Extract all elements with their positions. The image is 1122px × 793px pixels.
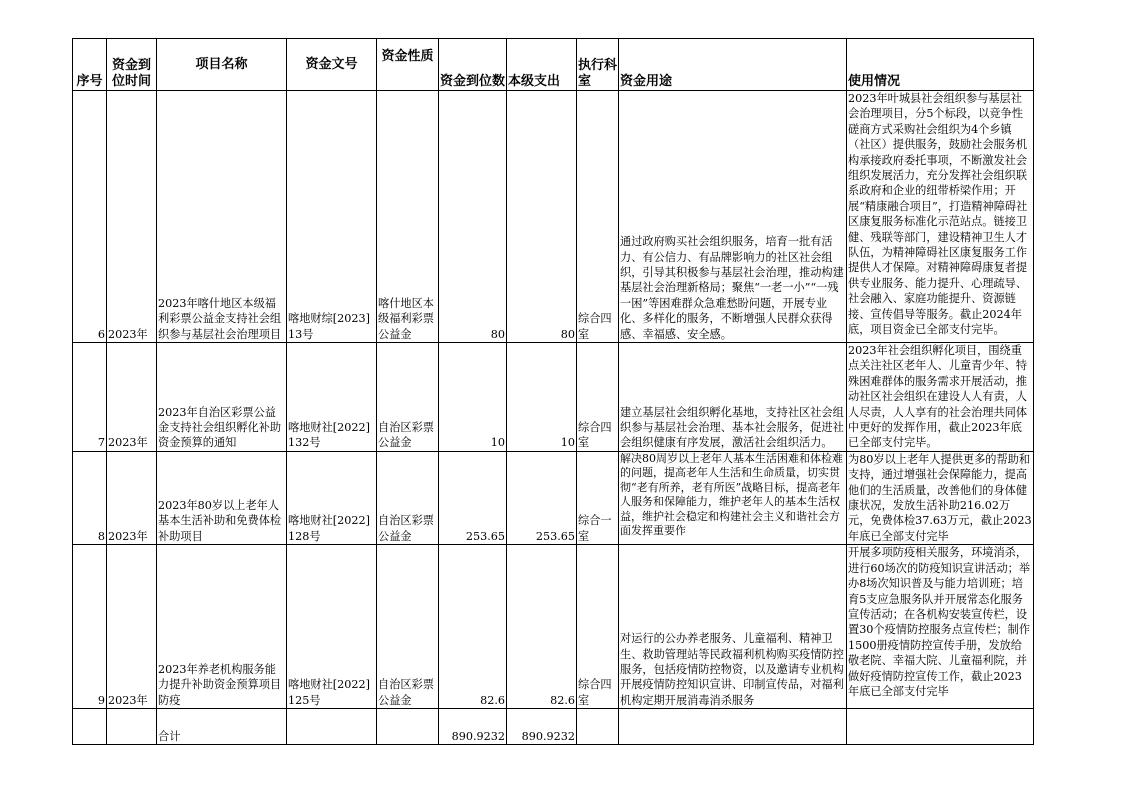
- cell-seq: 7: [73, 343, 107, 452]
- table-row: [73, 343, 1034, 452]
- header-row: [73, 39, 1034, 91]
- cell-name: 2023年喀什地区本级福利彩票公益金支持社会组织参与基层社会治理项目: [157, 91, 287, 343]
- total-row: [73, 709, 1034, 745]
- cell-nature: 喀什地区本级福利彩票公益金: [377, 91, 439, 343]
- cell-doc: 喀地财综[2023]13号: [287, 91, 377, 343]
- cell-usage: 解决80周岁以上老年人基本生活困难和体检难的问题，提高老年人生活和生命质量，切实贯彻“老有所养，老有所医”战略目标，提高老年人服务和保障能力，维护老年人的基本生活权益，维护社会稳定和构建社会主义和谐社会方面发挥重要作: [619, 451, 847, 544]
- cell-usage: 通过政府购买社会组织服务，培育一批有活力、有公信力、有品牌影响力的社区社会组织，引导其积极参与基层社会治理，推动构建基层社会治理新格局；聚焦“一老一小”“一残一困”等困难群众急难愁盼问题，开展专业化、多样化的服务，不断增强人民群众获得感、幸福感、安全感。: [619, 91, 847, 343]
- cell-nature: 自治区彩票公益金: [377, 451, 439, 544]
- cell-spend: 253.65: [507, 451, 577, 544]
- header-doc: 资金文号: [287, 39, 377, 91]
- table-row: [73, 545, 1034, 709]
- cell-amount: 80: [439, 91, 507, 343]
- total-usage: [619, 709, 847, 745]
- cell-name: 2023年自治区彩票公益金支持社会组织孵化补助资金预算的通知: [157, 343, 287, 452]
- cell-status: 2023年社会组织孵化项目，围绕重点关注社区老年人、儿童青少年、特殊困难群体的服务需求开展活动，推动社区社会组织在建设人人有责，人人尽责，人人享有的社会治理共同体中更好的发挥作用，截止2023年底已全部支付完毕。: [847, 343, 1034, 452]
- cell-usage: 对运行的公办养老服务、儿童福利、精神卫生、救助管理站等民政福利机构购买疫情防控服务，包括疫情防控物资，以及邀请专业机构开展疫情防控知识宣讲、印制宣传品，对福利机构定期开展消毒消杀服务: [619, 545, 847, 709]
- header-usage: 资金用途: [619, 39, 847, 91]
- cell-spend: 10: [507, 343, 577, 452]
- cell-time: 2023年: [107, 451, 157, 544]
- cell-amount: 10: [439, 343, 507, 452]
- cell-time: 2023年: [107, 91, 157, 343]
- total-doc: [287, 709, 377, 745]
- total-time: [107, 709, 157, 745]
- cell-time: 2023年: [107, 545, 157, 709]
- total-nature: [377, 709, 439, 745]
- total-label: 合计: [157, 709, 287, 745]
- cell-nature: 自治区彩票公益金: [377, 545, 439, 709]
- cell-dept: 综合一室: [577, 451, 619, 544]
- cell-doc: 喀地财社[2022]125号: [287, 545, 377, 709]
- table-row: [73, 91, 1034, 343]
- cell-status: 为80岁以上老年人提供更多的帮助和支持，通过增强社会保障能力，提高他们的生活质量，改善他们的身体健康状况，发放生活补助216.02万元，免费体检37.63万元，截止2023年底已全部支付完毕: [848, 452, 1032, 543]
- header-time: 资金到位时间: [107, 39, 157, 91]
- cell-seq: 8: [73, 451, 107, 544]
- header-status: 使用情况: [847, 39, 1034, 91]
- cell-dept: 综合四室: [577, 343, 619, 452]
- cell-time: 2023年: [107, 343, 157, 452]
- header-spend: 本级支出: [507, 39, 577, 91]
- cell-seq: 9: [73, 545, 107, 709]
- cell-doc: 喀地财社[2022]132号: [287, 343, 377, 452]
- total-status: [847, 709, 1034, 745]
- header-seq: 序号: [73, 39, 107, 91]
- total-spend: 890.9232: [507, 709, 577, 745]
- cell-dept: 综合四室: [577, 545, 619, 709]
- header-name: 项目名称: [157, 39, 287, 91]
- cell-doc: 喀地财社[2022]128号: [287, 451, 377, 544]
- header-amount: 资金到位数: [439, 39, 507, 91]
- funds-table: [72, 38, 1034, 745]
- cell-amount: 82.6: [439, 545, 507, 709]
- total-seq: [73, 709, 107, 745]
- total-amount: 890.9232: [439, 709, 507, 745]
- cell-name: 2023年养老机构服务能力提升补助资金预算项目 防疫: [157, 545, 287, 709]
- cell-usage: 建立基层社会组织孵化基地，支持社区社会组织参与基层社会治理、基本社会服务，促进社会组织健康有序发展，激活社会组织活力。: [619, 343, 847, 452]
- cell-status: 开展多项防疫相关服务，环境消杀，进行60场次的防疫知识宣讲活动；举办8场次知识普及与能力培训班；培育5支应急服务队并开展常态化服务宣传活动；在各机构安装宣传栏，设置30个疫情防控服务点宣传栏；制作1500册疫情防控宣传手册，发放给敬老院、幸福大院、儿童福利院，并做好疫情防控宣传工作，截止2023年底已全部支付完毕: [847, 545, 1034, 709]
- cell-spend: 80: [507, 91, 577, 343]
- cell-seq: 6: [73, 91, 107, 343]
- cell-dept: 综合四室: [577, 91, 619, 343]
- cell-amount: 253.65: [439, 451, 507, 544]
- cell-name: 2023年80岁以上老年人基本生活补助和免费体检补助项目: [157, 451, 287, 544]
- header-nature: 资金性质: [377, 39, 439, 91]
- table-row: [73, 451, 1034, 544]
- header-dept: 执行科室: [577, 39, 619, 91]
- cell-status: 2023年叶城县社会组织参与基层社会治理项目，分5个标段，以竞争性磋商方式采购社会组织为4个乡镇（社区）提供服务，鼓励社会服务机构承接政府委托事项，不断激发社会组织发展活力，充分发挥社会组织联系政府和企业的纽带桥梁作用；开展“精康融合项目”，打造精神障碍社区康复服务标准化示范站点。链接卫健、残联等部门，建设精神卫生人才队伍，为精神障碍社区康复服务工作提供人才保障。对精神障碍康复者提供专业服务、能力提升、心理疏导、社会融入、家庭功能提升、资源链接、宣传倡导等服务。截止2024年底，项目资金已全部支付完毕。: [847, 91, 1034, 343]
- cell-nature: 自治区彩票公益金: [377, 343, 439, 452]
- total-dept: [577, 709, 619, 745]
- cell-spend: 82.6: [507, 545, 577, 709]
